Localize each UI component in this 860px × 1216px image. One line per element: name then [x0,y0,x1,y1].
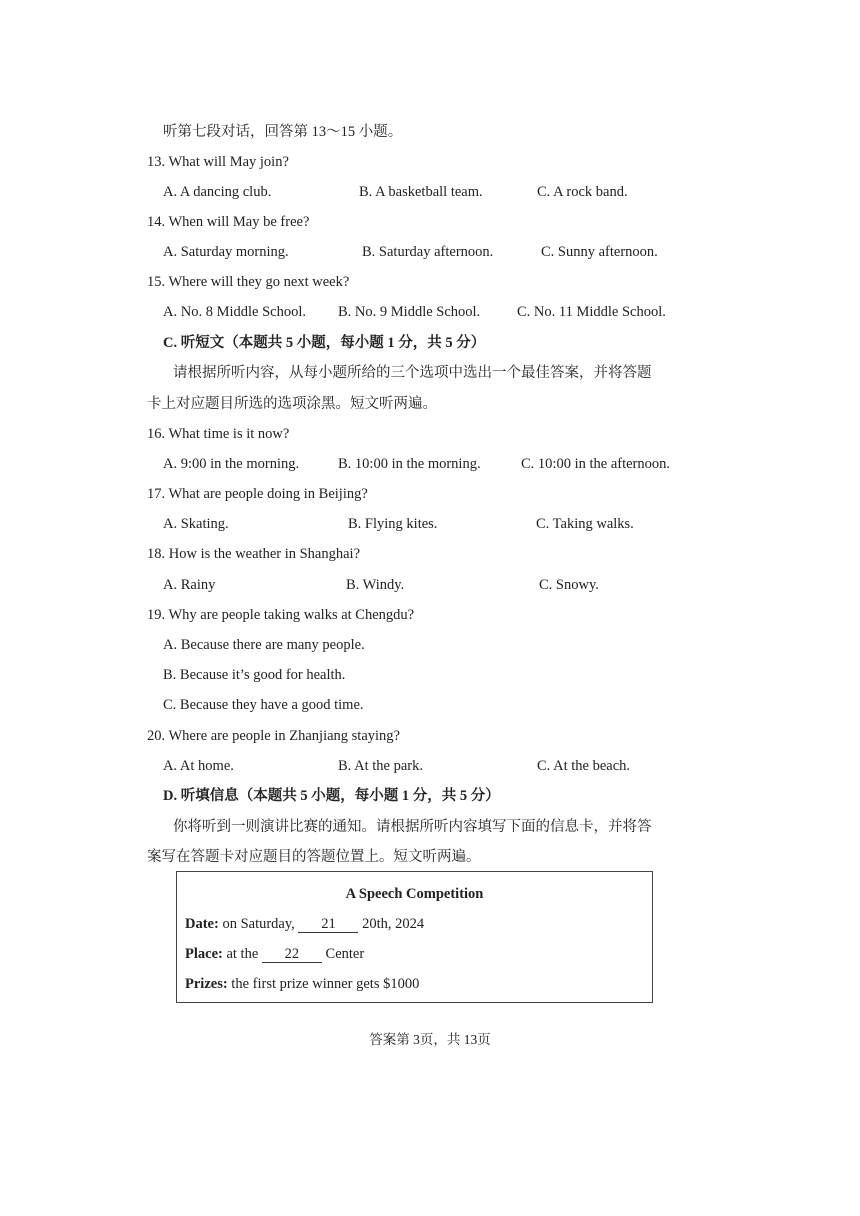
section-c-instruction-1: 请根据所听内容，从每小题所给的三个选项中选出一个最佳答案，并将答题 [173,365,652,381]
q19-option-c: C. Because they have a good time. [163,697,364,713]
page-footer: 答案第 3页，共 13页 [369,1032,491,1047]
q19-option-a: A. Because there are many people. [163,637,365,653]
q16-option-a: A. 9:00 in the morning. [163,456,300,472]
q19-option-b: B. Because it’s good for health. [163,667,346,683]
q14-option-b: B. Saturday afternoon. [362,244,494,260]
dialogue-7-intro: 听第七段对话，回答第 13～15 小题。 [163,124,403,140]
prizes-text: the first prize winner gets $1000 [231,976,420,992]
q13-option-a: A. A dancing club. [163,184,272,200]
place-label: Place: [185,946,223,962]
info-card-date-row [185,915,424,933]
info-card-prizes-row [185,975,419,993]
question-13: 13. What will May join? [147,154,289,170]
question-20: 20. Where are people in Zhanjiang staying? [147,728,400,744]
date-label: Date: [185,916,219,932]
q15-option-b: B. No. 9 Middle School. [338,304,481,320]
q18-option-c: C. Snowy. [539,577,599,593]
q16-option-b: B. 10:00 in the morning. [338,456,481,472]
q16-option-c: C. 10:00 in the afternoon. [521,456,671,472]
info-card [176,871,653,1003]
section-d-title: D. 听填信息（本题共 5 小题，每小题 1 分，共 5 分） [163,788,500,804]
q17-option-b: B. Flying kites. [348,516,438,532]
q17-option-c: C. Taking walks. [536,516,634,532]
q15-option-c: C. No. 11 Middle School. [517,304,666,320]
place-suffix: Center [325,946,365,962]
section-c-instruction-2: 卡上对应题目所选的选项涂黑。短文听两遍。 [147,396,437,412]
q17-option-a: A. Skating. [163,516,229,532]
q14-option-a: A. Saturday morning. [163,244,289,260]
q20-option-c: C. At the beach. [537,758,631,774]
q18-option-b: B. Windy. [346,577,405,593]
question-14: 14. When will May be free? [147,214,310,230]
q18-option-a: A. Rainy [163,577,216,593]
info-card-title: A Speech Competition [345,886,484,902]
q13-option-c: C. A rock band. [537,184,628,200]
prizes-label: Prizes: [185,976,228,992]
date-prefix: on Saturday, [222,916,295,932]
q15-option-a: A. No. 8 Middle School. [163,304,306,320]
section-c-title: C. 听短文（本题共 5 小题，每小题 1 分，共 5 分） [163,335,486,351]
info-card-place-row [185,945,364,963]
q13-option-b: B. A basketball team. [359,184,483,200]
question-17: 17. What are people doing in Beijing? [147,486,368,502]
q20-option-a: A. At home. [163,758,234,774]
blank-21: 21 [298,917,358,933]
date-suffix: 20th, 2024 [362,916,425,932]
q14-option-c: C. Sunny afternoon. [541,244,658,260]
section-d-instruction-2: 案写在答题卡对应题目的答题位置上。短文听两遍。 [147,849,481,865]
question-18: 18. How is the weather in Shanghai? [147,546,361,562]
place-prefix: at the [226,946,259,962]
section-d-instruction-1: 你将听到一则演讲比赛的通知。请根据所听内容填写下面的信息卡，并将答 [173,819,652,835]
question-19: 19. Why are people taking walks at Chengdu? [147,607,415,623]
question-15: 15. Where will they go next week? [147,274,350,290]
question-16: 16. What time is it now? [147,426,290,442]
q20-option-b: B. At the park. [338,758,423,774]
blank-22: 22 [262,947,322,963]
